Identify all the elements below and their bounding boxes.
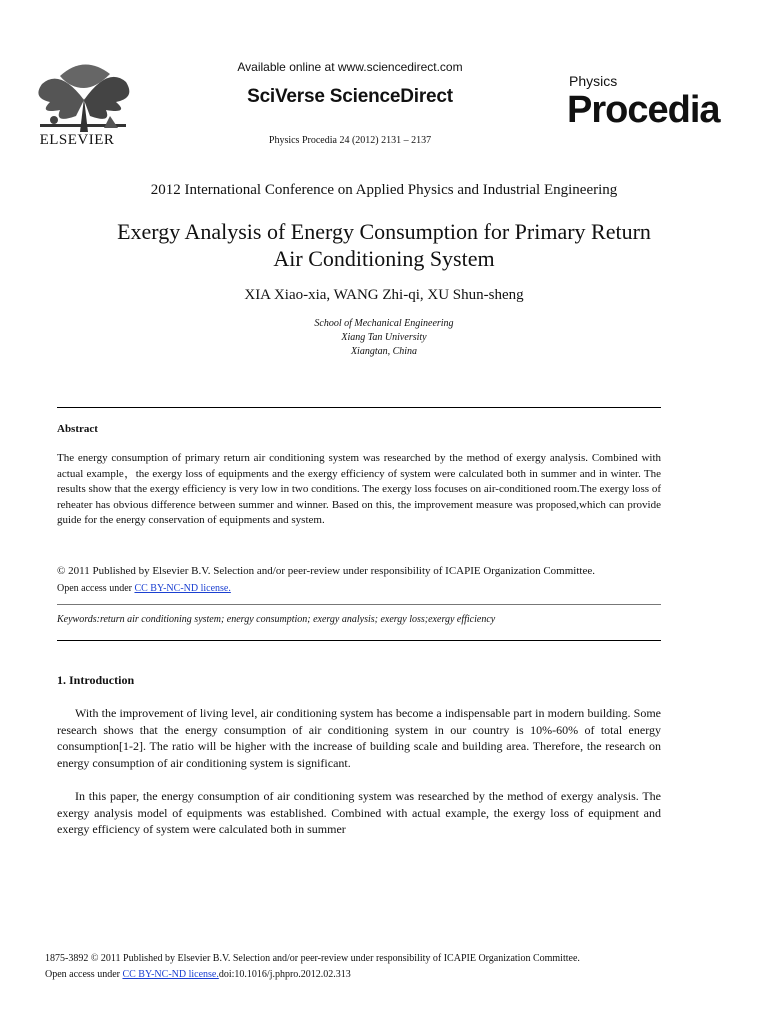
intro-paragraph-1: With the improvement of living level, air conditioning system has become a indispensable part in modern building. Some research shows that the energy consumption of air conditioning system in our country is 10%-60% of total energy consumption[1-2]. The ratio will be higher with the increase of building scale and building area. Therefore, the research on energy consumption of air conditioning system is significant. bbox=[57, 706, 661, 770]
journal-citation: Physics Procedia 24 (2012) 2131 – 2137 bbox=[268, 135, 432, 146]
sciverse-sciencedirect-logo: SciVerse ScienceDirect bbox=[247, 86, 453, 107]
section-heading-introduction: 1. Introduction bbox=[57, 673, 135, 687]
paper-title-line-1: Exergy Analysis of Energy Consumption for Primary Return bbox=[117, 219, 651, 244]
affiliation-department: School of Mechanical Engineering bbox=[314, 318, 454, 329]
footer-copyright: 1875-3892 © 2011 Published by Elsevier B.V. Selection and/or peer-review under responsibility of ICAPIE Organization Committee. bbox=[45, 953, 580, 964]
footer-doi: doi:10.1016/j.phpro.2012.02.313 bbox=[218, 969, 351, 980]
footer-open-access bbox=[45, 969, 705, 980]
affiliation-university: Xiang Tan University bbox=[341, 332, 427, 343]
keywords: Keywords:return air conditioning system; energy consumption; exergy analysis; exergy loss;exergy efficiency bbox=[57, 614, 496, 625]
divider-bottom bbox=[57, 640, 661, 641]
abstract-heading: Abstract bbox=[57, 423, 98, 435]
intro-paragraph-2: In this paper, the energy consumption of air conditioning system was researched by the method of exergy analysis. The exergy analysis model of equipments was established. Combined with actual example, the exergy loss of equipment and exergy efficiency of system were calculated both in summer bbox=[57, 789, 661, 836]
abstract-text: The energy consumption of primary return air conditioning system was researched by the method of exergy analysis. Combined with actual example，the exergy loss of equipments and the exergy efficiency of system were calculated both in summer and in winter. The results show that the exergy efficiency is very low in two conditions. The exergy loss focuses on air-conditioned room.The exergy loss of reheater has obvious difference between summer and winner. Based on this, the improvement measure was proposed,which can provide guide for the energy conservation of equipments and system. bbox=[57, 452, 661, 526]
available-online-link[interactable]: Available online at www.sciencedirect.com bbox=[237, 60, 463, 74]
footer-open-access-prefix: Open access under bbox=[45, 969, 123, 980]
journal-name-small: Physics bbox=[569, 73, 618, 89]
elsevier-logo-caption: ELSEVIER bbox=[39, 132, 115, 148]
open-access-prefix: Open access under bbox=[57, 583, 135, 594]
footer-license-link[interactable]: CC BY-NC-ND license. bbox=[122, 969, 219, 980]
copyright-notice: © 2011 Published by Elsevier B.V. Selection and/or peer-review under responsibility of ICAPIE Organization Committee. bbox=[57, 565, 595, 577]
license-link[interactable]: CC BY-NC-ND license. bbox=[134, 583, 231, 594]
paper-title bbox=[40, 218, 728, 272]
paper-title-line-2: Air Conditioning System bbox=[273, 246, 495, 271]
divider-keywords bbox=[57, 604, 661, 605]
journal-name-big: Procedia bbox=[567, 89, 720, 131]
paper-authors: XIA Xiao-xia, WANG Zhi-qi, XU Shun-sheng bbox=[244, 287, 524, 303]
conference-name: 2012 International Conference on Applied Physics and Industrial Engineering bbox=[150, 182, 618, 198]
open-access-notice bbox=[57, 583, 231, 594]
affiliation-location: Xiangtan, China bbox=[350, 346, 418, 357]
divider-top bbox=[57, 407, 661, 408]
